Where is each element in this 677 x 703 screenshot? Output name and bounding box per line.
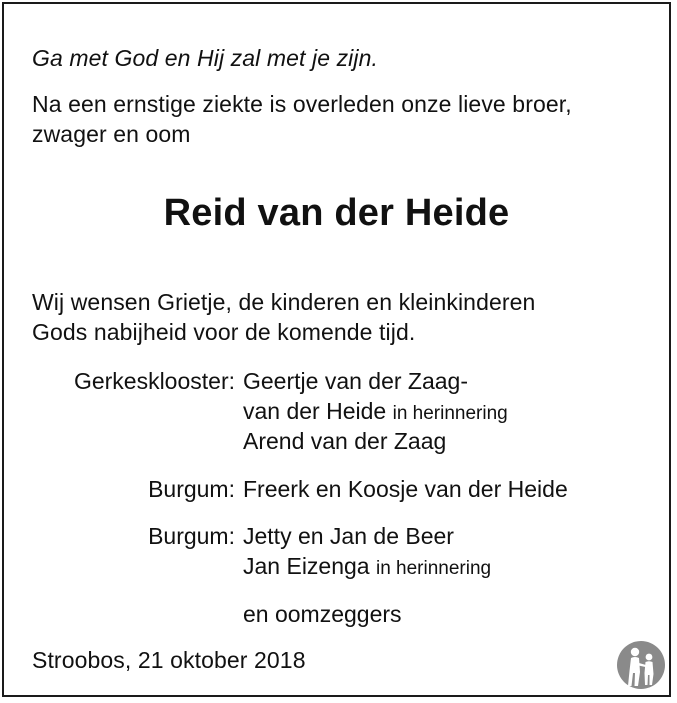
wish-line-1: Wij wensen Grietje, de kinderen en kleinkinderen [32, 289, 536, 315]
mourner-place: Burgum: [148, 476, 235, 502]
mourner-name: Jan Eizenga [243, 553, 370, 579]
intro-line-2: zwager en oom [32, 121, 191, 147]
mourner-line [243, 551, 491, 584]
mourner-place: Gerkesklooster: [73, 368, 235, 394]
mourner-line: Jetty en Jan de Beer [243, 523, 454, 549]
deceased-name: Reid van der Heide [163, 192, 510, 234]
mourner-line: Freerk en Koosje van der Heide [243, 476, 568, 502]
memorial-note: in herinnering [392, 403, 508, 424]
memorial-note: in herinnering [375, 558, 492, 579]
memorial-figure-icon [617, 641, 665, 689]
closing-text: en oomzeggers [243, 601, 402, 627]
mourner-name: van der Heide [243, 398, 387, 424]
mourner-line: Arend van der Zaag [243, 428, 447, 454]
mourner-line: Geertje van der Zaag- [243, 368, 469, 394]
motto-text: Ga met God en Hij zal met je zijn. [32, 45, 378, 71]
mourner-line [243, 396, 508, 429]
wish-line-2: Gods nabijheid voor de komende tijd. [32, 319, 416, 345]
intro-line-1: Na een ernstige ziekte is overleden onze lieve broer, [32, 91, 572, 117]
mourner-place: Burgum: [148, 523, 235, 549]
place-date-footer: Stroobos, 21 oktober 2018 [32, 647, 306, 673]
